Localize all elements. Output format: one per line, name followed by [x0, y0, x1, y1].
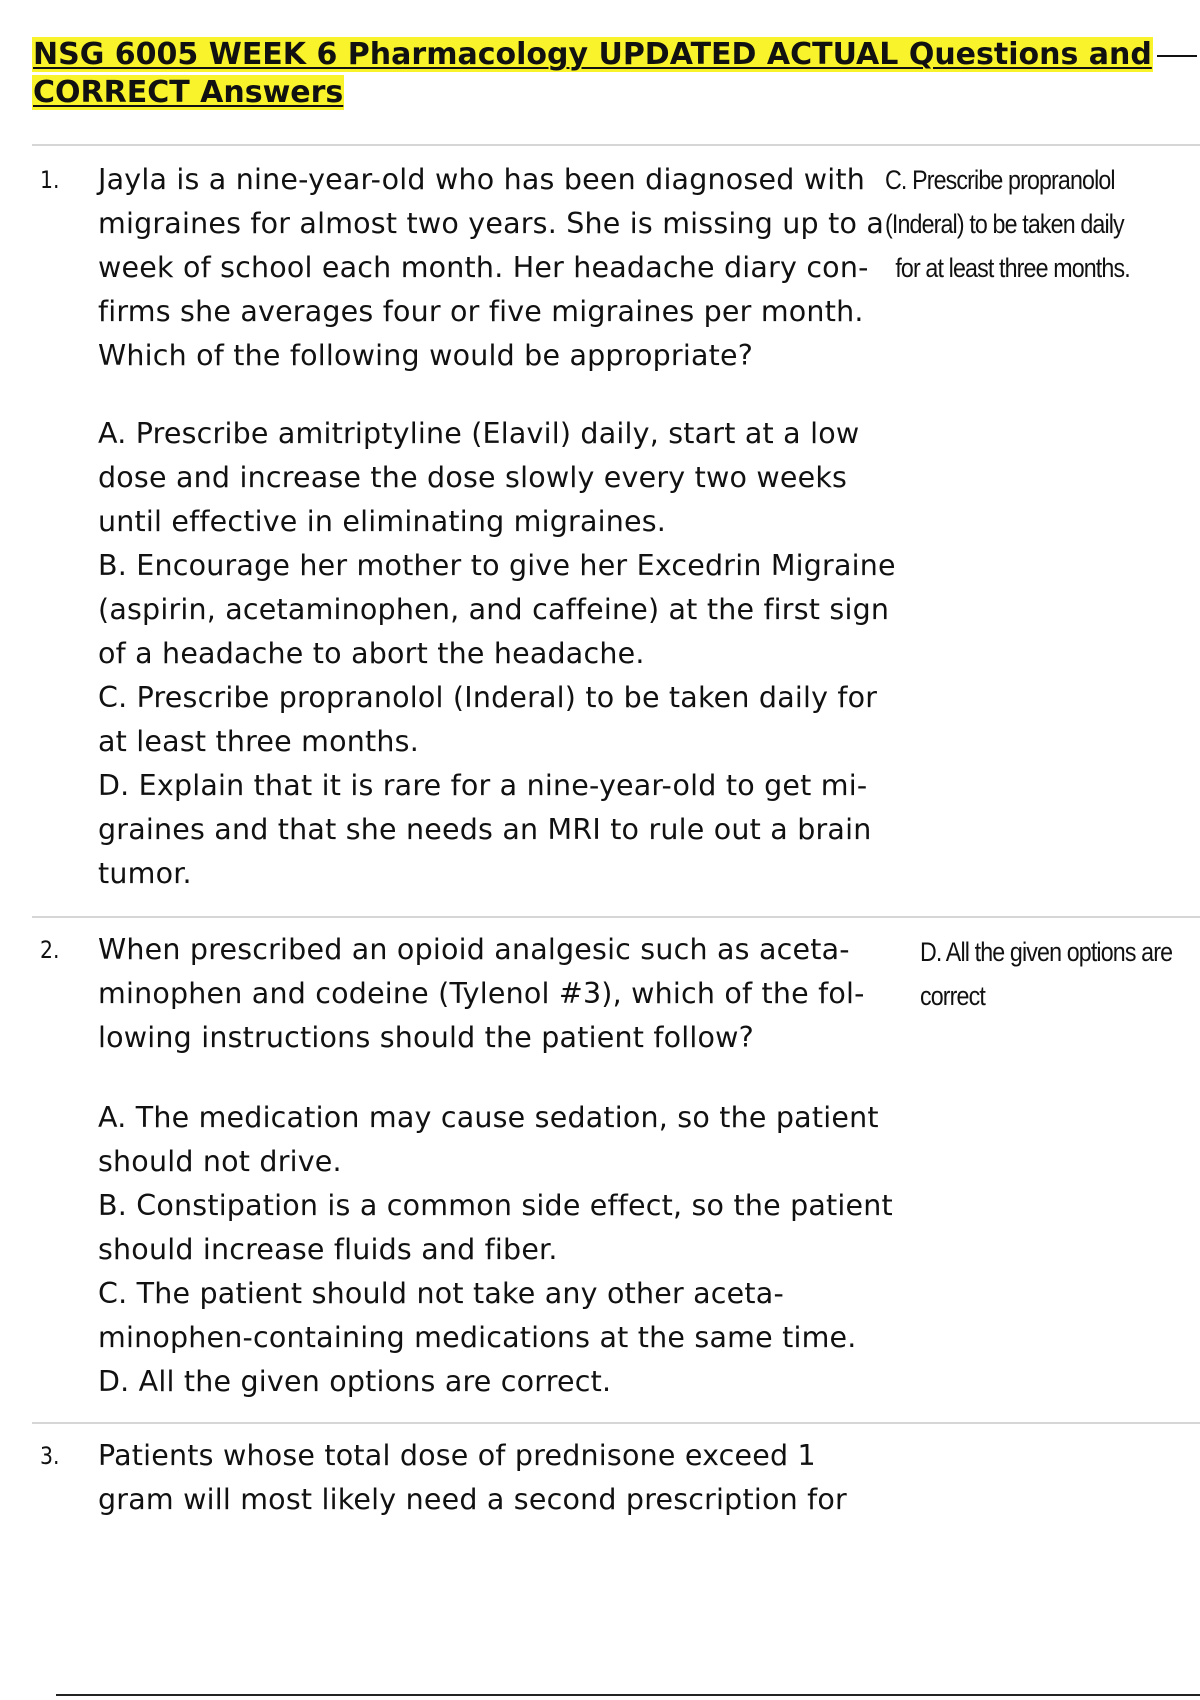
- separator-top: [32, 144, 1200, 146]
- question-2-option-line: C. The patient should not take any other aceta-: [98, 1277, 784, 1310]
- title-line-2: [32, 74, 1132, 112]
- question-2-option-line: A. The medication may cause sedation, so the patient: [98, 1101, 879, 1134]
- question-2-stem-line: lowing instructions should the patient follow?: [98, 1021, 754, 1054]
- question-3-stem-line: gram will most likely need a second prescription for: [98, 1483, 847, 1516]
- question-1-options: [98, 412, 918, 896]
- question-1-option-line: at least three months.: [98, 725, 419, 758]
- question-2-number: 2.: [40, 936, 60, 964]
- question-1-answer-line: (Inderal) to be taken daily: [885, 209, 1124, 239]
- question-1-stem-line: week of school each month. Her headache diary con-: [98, 251, 869, 284]
- question-1-option-line: B. Encourage her mother to give her Excedrin Migraine: [98, 549, 896, 582]
- question-1-option-line: A. Prescribe amitriptyline (Elavil) daily, start at a low: [98, 417, 860, 450]
- question-1-option-line: dose and increase the dose slowly every two weeks: [98, 461, 848, 494]
- document-title: [32, 36, 1152, 112]
- question-1-option-line: of a headache to abort the headache.: [98, 637, 645, 670]
- question-3-number: 3.: [40, 1442, 60, 1470]
- question-1-number: 1.: [40, 166, 60, 194]
- title-text-1: NSG 6005 WEEK 6 Pharmacology UPDATED ACTUAL Questions and: [33, 37, 1152, 72]
- question-1-stem-line: migraines for almost two years. She is missing up to a: [98, 207, 885, 240]
- title-text-2: CORRECT Answers: [33, 75, 344, 110]
- question-1-option-line: D. Explain that it is rare for a nine-year-old to get mi-: [98, 769, 868, 802]
- question-3-stem: [98, 1434, 918, 1522]
- separator-1: [32, 916, 1200, 918]
- question-1-option-line: graines and that she needs an MRI to rule out a brain: [98, 813, 872, 846]
- question-1-option-line: tumor.: [98, 857, 192, 890]
- question-1-option-line: C. Prescribe propranolol (Inderal) to be taken daily for: [98, 681, 878, 714]
- title-dash: [1157, 55, 1197, 57]
- question-2-option-line: B. Constipation is a common side effect, so the patient: [98, 1189, 893, 1222]
- question-1-answer: [885, 158, 1130, 290]
- question-2-options: [98, 1096, 918, 1404]
- question-2-stem: [98, 928, 918, 1060]
- separator-2: [32, 1422, 1200, 1424]
- question-2-answer: [920, 930, 1172, 1018]
- footer-rule: [56, 1694, 1200, 1696]
- question-2-option-line: should not drive.: [98, 1145, 342, 1178]
- question-2-option-line: minophen-containing medications at the same time.: [98, 1321, 857, 1354]
- title-line-1: [32, 36, 1152, 74]
- question-2-stem-line: When prescribed an opioid analgesic such as aceta-: [98, 933, 850, 966]
- question-2-option-line: D. All the given options are correct.: [98, 1365, 612, 1398]
- question-2-option-line: should increase fluids and fiber.: [98, 1233, 558, 1266]
- question-1-option-line: until effective in eliminating migraines.: [98, 505, 667, 538]
- question-2-answer-line: correct: [920, 981, 985, 1011]
- question-1-stem-line: firms she averages four or five migraines per month.: [98, 295, 864, 328]
- question-1-option-line: (aspirin, acetaminophen, and caffeine) at the first sign: [98, 593, 890, 626]
- question-2-stem-line: minophen and codeine (Tylenol #3), which of the fol-: [98, 977, 865, 1010]
- question-1-answer-line: for at least three months.: [895, 253, 1130, 283]
- question-3-stem-line: Patients whose total dose of prednisone exceed 1: [98, 1439, 816, 1472]
- question-1-stem: [98, 158, 918, 378]
- question-1-stem-line: Which of the following would be appropriate?: [98, 339, 754, 372]
- question-1-answer-line: C. Prescribe propranolol: [885, 165, 1115, 195]
- question-2-answer-line: D. All the given options are: [920, 937, 1173, 967]
- question-1-stem-line: Jayla is a nine-year-old who has been diagnosed with: [98, 163, 866, 196]
